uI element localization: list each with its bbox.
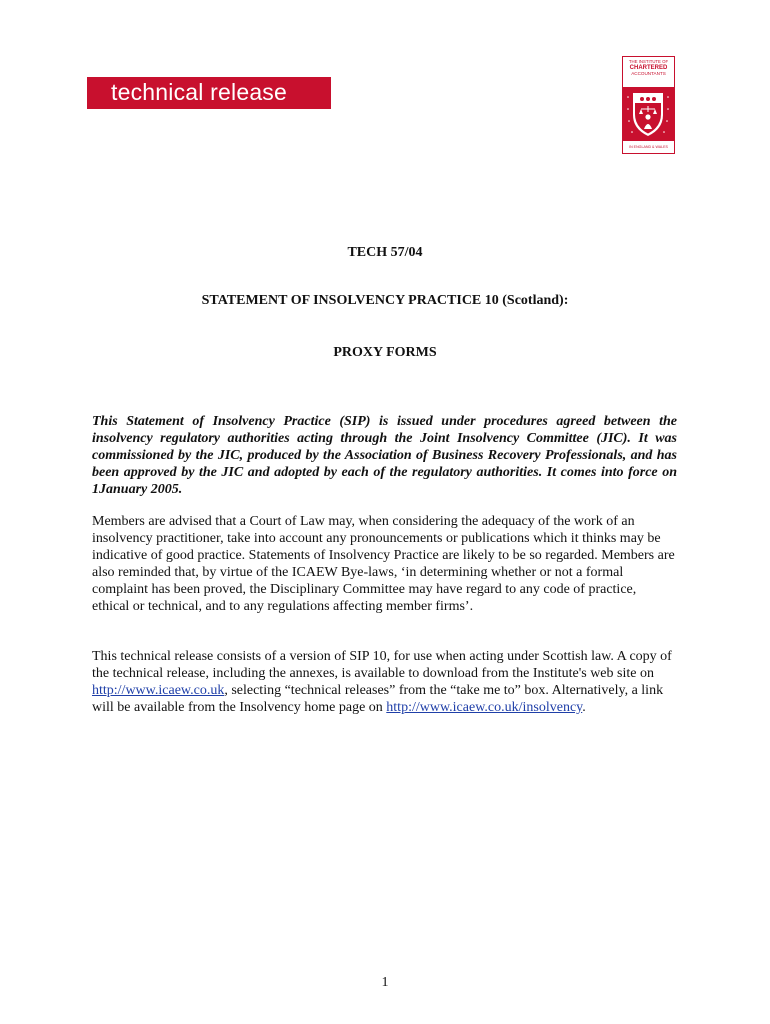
banner-label: technical release: [111, 79, 288, 105]
logo-region-text: IN ENGLAND & WALES: [629, 145, 668, 149]
logo-line-1: THE INSTITUTE OF: [628, 59, 669, 64]
icaew-logo: [622, 56, 675, 154]
page-number: 1: [381, 975, 389, 990]
logo-line-2: CHARTERED: [629, 65, 668, 72]
document-reference: TECH 57/04: [347, 245, 423, 260]
technical-release-paragraph: [92, 648, 677, 716]
intro-paragraph: This Statement of Insolvency Practice (SIP) is issued under procedures agreed between the insolvency regulatory authorities acting through the Joint Insolvency Committee (JIC). It was commissioned by the JIC, produced by the Association of Business Recovery Professionals, and has been approved by the JIC and adopted by each of the regulatory authorities. It comes into force on 1January 2005.: [92, 414, 677, 497]
document-subject: PROXY FORMS: [333, 345, 437, 360]
logo-line-3: ACCOUNTANTS: [631, 71, 666, 77]
logo-wordmark: [623, 57, 674, 85]
insolvency-home-link[interactable]: http://www.icaew.co.uk/insolvency: [386, 700, 583, 715]
icaew-website-link[interactable]: http://www.icaew.co.uk: [92, 683, 225, 698]
release-text-part-1: This technical release consists of a version of SIP 10, for use when acting under Scottish law. A copy of the technical release, including the annexes, is available to download from the Institute's web site on: [92, 649, 672, 681]
release-text-part-2: , selecting “technical releases” from the “take me to” box. Alternatively, a link will be available from the Insolvency home page on: [92, 683, 664, 715]
crest-icon: [623, 87, 674, 141]
members-paragraph: Members are advised that a Court of Law may, when considering the adequacy of the work of an insolvency practitioner, take into account any pronouncements or publications which it thinks may be indicative of good practice. Statements of Insolvency Practice are likely to be so regarded. Members are also reminded that, by virtue of the ICAEW Bye-laws, ‘in determining whether or not a formal complaint has been proved, the Disciplinary Committee may have regard to any code of practice, ethical or technical, and to any regulations affecting member firms’.: [92, 514, 675, 614]
release-text-part-3: .: [582, 700, 586, 715]
technical-release-banner: [87, 77, 331, 109]
document-title: STATEMENT OF INSOLVENCY PRACTICE 10 (Scotland):: [201, 293, 569, 308]
